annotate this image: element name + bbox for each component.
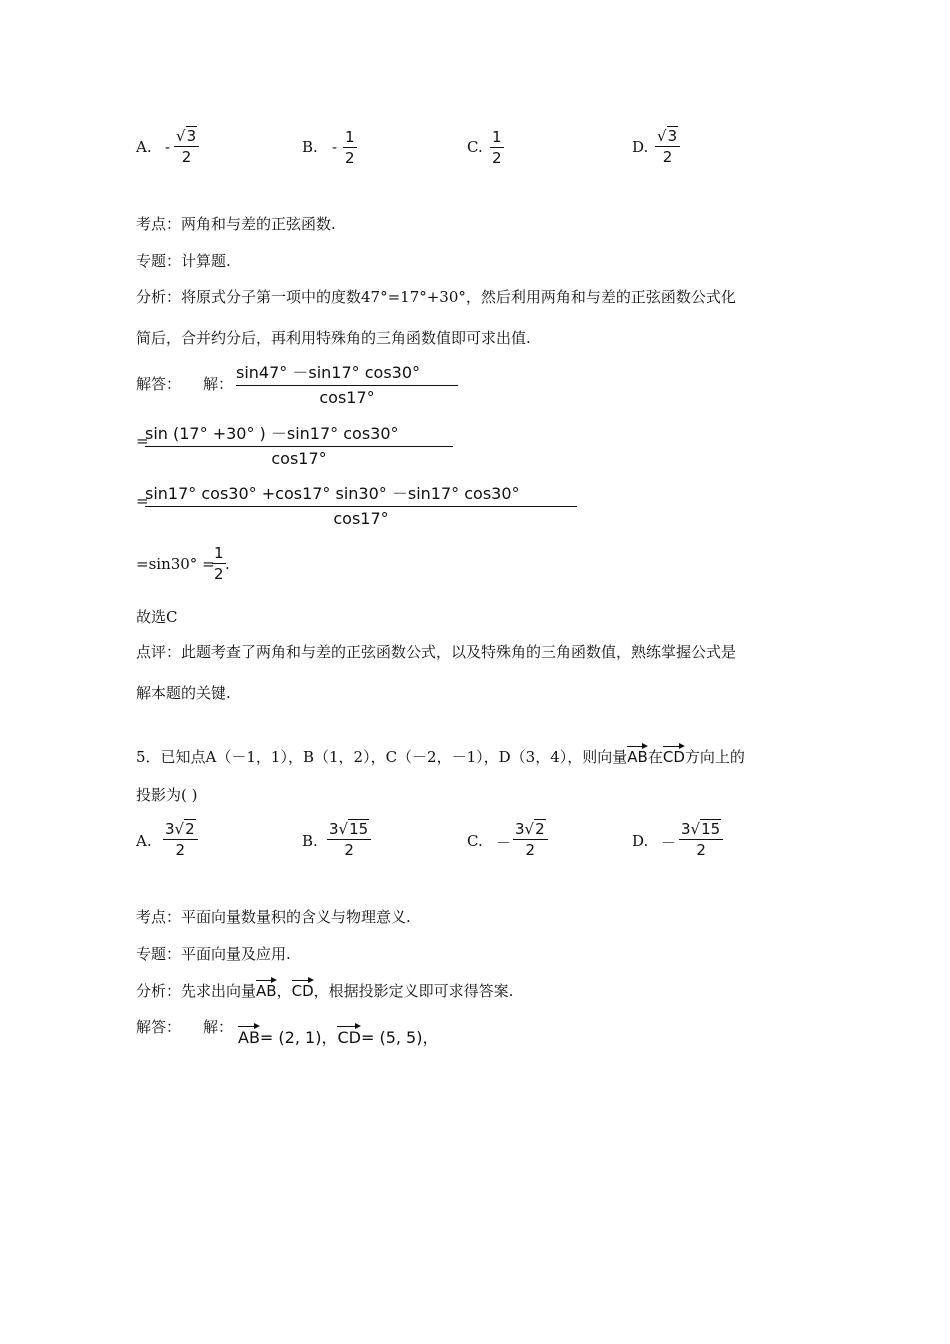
q5-option-b-den: 2 bbox=[344, 841, 354, 859]
q5-option-a-coef: 3 bbox=[165, 820, 175, 838]
q5-option-b-coef: 3 bbox=[329, 820, 339, 838]
q4-step4-prefix: =sin30° = bbox=[136, 555, 215, 573]
q4-option-c-letter: C. bbox=[467, 138, 483, 156]
q4-option-b-sign: - bbox=[332, 138, 338, 156]
q4-option-c-num: 1 bbox=[492, 128, 502, 146]
q5-option-d-fraction: $\frac{3√15}{2}$ bbox=[679, 820, 723, 859]
q5-jie: 解： bbox=[203, 1018, 234, 1036]
q4-step1-numerator: sin47° －sin17° cos30° bbox=[236, 360, 458, 386]
q5-stem-text-a: 5．已知点A（－1，1），B（1，2），C（－2，－1），D（3，4），则向量 bbox=[136, 748, 628, 766]
q4-step3-denominator: cos17° bbox=[333, 509, 389, 528]
q4-option-a-radicand: 3 bbox=[186, 127, 197, 145]
q5-option-d-radicand: 15 bbox=[701, 820, 721, 838]
q5-option-c-radicand: 2 bbox=[535, 820, 545, 838]
q4-option-b-den: 2 bbox=[345, 149, 355, 167]
q4-option-d-letter: D. bbox=[632, 138, 649, 156]
q5-fenxi-text-b: ，根据投影定义即可求得答案. bbox=[313, 982, 514, 1000]
q4-step2-denominator: cos17° bbox=[271, 449, 327, 468]
q4-step2-numerator: sin (17° +30° ) －sin17° cos30° bbox=[145, 421, 453, 447]
q5-option-a-letter: A. bbox=[136, 832, 152, 850]
q5-solution-sep-2: ， bbox=[422, 1028, 439, 1047]
q5-solution-vector-cd: CD bbox=[337, 1023, 361, 1047]
q4-option-c-fraction bbox=[490, 128, 504, 167]
q5-fenxi-vector-cd: CD bbox=[292, 977, 314, 1000]
q4-jieda-label: 解答： bbox=[136, 375, 182, 393]
q4-step4-den: 2 bbox=[214, 565, 224, 583]
q4-guxuan: 故选C bbox=[136, 608, 178, 626]
q5-solution-sep-1: ， bbox=[321, 1028, 338, 1047]
q5-ab-value: = (2, 1) bbox=[259, 1028, 322, 1047]
q4-option-d-fraction: $\frac{√3}{2}$ bbox=[655, 127, 680, 166]
q5-stem-line1 bbox=[136, 743, 745, 767]
q5-fenxi-sep: ， bbox=[276, 982, 292, 1000]
q4-jie: 解： bbox=[203, 375, 234, 393]
q4-option-b-num: 1 bbox=[345, 128, 355, 146]
q5-option-b-fraction: $\frac{3√15}{2}$ bbox=[327, 820, 371, 859]
q5-option-d-coef: 3 bbox=[681, 820, 691, 838]
q5-option-a-den: 2 bbox=[175, 841, 186, 859]
q4-option-b-fraction bbox=[343, 128, 357, 167]
q5-stem-line2: 投影为( ) bbox=[136, 786, 198, 804]
q4-step3-prefix: = bbox=[136, 492, 149, 510]
q5-option-c-sign: － bbox=[496, 834, 512, 852]
q4-step4-suffix: . bbox=[225, 555, 230, 573]
q4-step2-fraction bbox=[145, 421, 453, 468]
q5-vector-cd: CD bbox=[663, 743, 685, 766]
q4-kaodian: 考点：两角和与差的正弦函数. bbox=[136, 215, 336, 233]
q5-kaodian: 考点：平面向量数量积的含义与物理意义. bbox=[136, 908, 411, 926]
q5-solution-line bbox=[238, 1023, 438, 1048]
q4-zhuanti: 专题：计算题. bbox=[136, 252, 231, 270]
q5-option-c-den: 2 bbox=[525, 841, 536, 859]
q4-option-a-letter: A. bbox=[136, 138, 152, 156]
q4-step4-num: 1 bbox=[214, 544, 224, 562]
q5-fenxi-vector-ab: AB bbox=[256, 977, 277, 1000]
q4-dianping-line2: 解本题的关键. bbox=[136, 684, 231, 702]
q5-stem-text-b: 在 bbox=[647, 748, 663, 766]
q4-dianping-line1: 点评：此题考查了两角和与差的正弦函数公式，以及特殊角的三角函数值，熟练掌握公式是 bbox=[136, 643, 737, 661]
q5-jieda-label: 解答： bbox=[136, 1018, 182, 1036]
q4-step1-fraction bbox=[236, 360, 458, 407]
q5-vector-ab: AB bbox=[627, 743, 648, 766]
q5-option-a-radicand: 2 bbox=[185, 820, 195, 838]
q4-option-b-letter: B. bbox=[302, 138, 318, 156]
q4-step3-fraction bbox=[145, 481, 577, 528]
q4-step2-prefix: = bbox=[136, 432, 149, 450]
q5-option-d-letter: D. bbox=[632, 832, 649, 850]
q5-fenxi-text-a: 分析：先求出向量 bbox=[136, 982, 257, 1000]
q4-option-a-sign: - bbox=[165, 138, 171, 156]
q4-option-d-den: 2 bbox=[662, 148, 673, 166]
q4-option-c-den: 2 bbox=[492, 149, 502, 167]
q5-fenxi bbox=[136, 977, 513, 1001]
q5-option-c-coef: 3 bbox=[515, 820, 525, 838]
q5-solution-vector-ab: AB bbox=[238, 1023, 260, 1047]
q4-option-a-fraction: $\frac{√3}{2}$ bbox=[174, 127, 199, 166]
q4-fenxi-line1: 分析：将原式分子第一项中的度数47°=17°+30°，然后利用两角和与差的正弦函数公式化 bbox=[136, 288, 736, 306]
q5-stem-text-c: 方向上的 bbox=[684, 748, 745, 766]
q5-cd-value: = (5, 5) bbox=[360, 1028, 423, 1047]
q5-option-d-den: 2 bbox=[696, 841, 706, 859]
q5-option-b-letter: B. bbox=[302, 832, 318, 850]
q5-option-b-radicand: 15 bbox=[349, 820, 369, 838]
q5-option-c-fraction: $\frac{3√2}{2}$ bbox=[513, 820, 548, 859]
q5-zhuanti: 专题：平面向量及应用. bbox=[136, 945, 291, 963]
q5-option-a-fraction: $\frac{3√2}{2}$ bbox=[163, 820, 198, 859]
q4-fenxi-line2: 简后，合并约分后，再利用特殊角的三角函数值即可求出值. bbox=[136, 329, 531, 347]
q5-option-d-sign: － bbox=[661, 834, 677, 852]
q4-step4-fraction bbox=[212, 544, 226, 583]
q4-step1-denominator: cos17° bbox=[319, 388, 375, 407]
q4-option-d-radicand: 3 bbox=[667, 127, 678, 145]
q5-option-c-letter: C. bbox=[467, 832, 483, 850]
q4-step3-numerator: sin17° cos30° +cos17° sin30° －sin17° cos30° bbox=[145, 481, 577, 507]
q4-option-a-den: 2 bbox=[181, 148, 192, 166]
